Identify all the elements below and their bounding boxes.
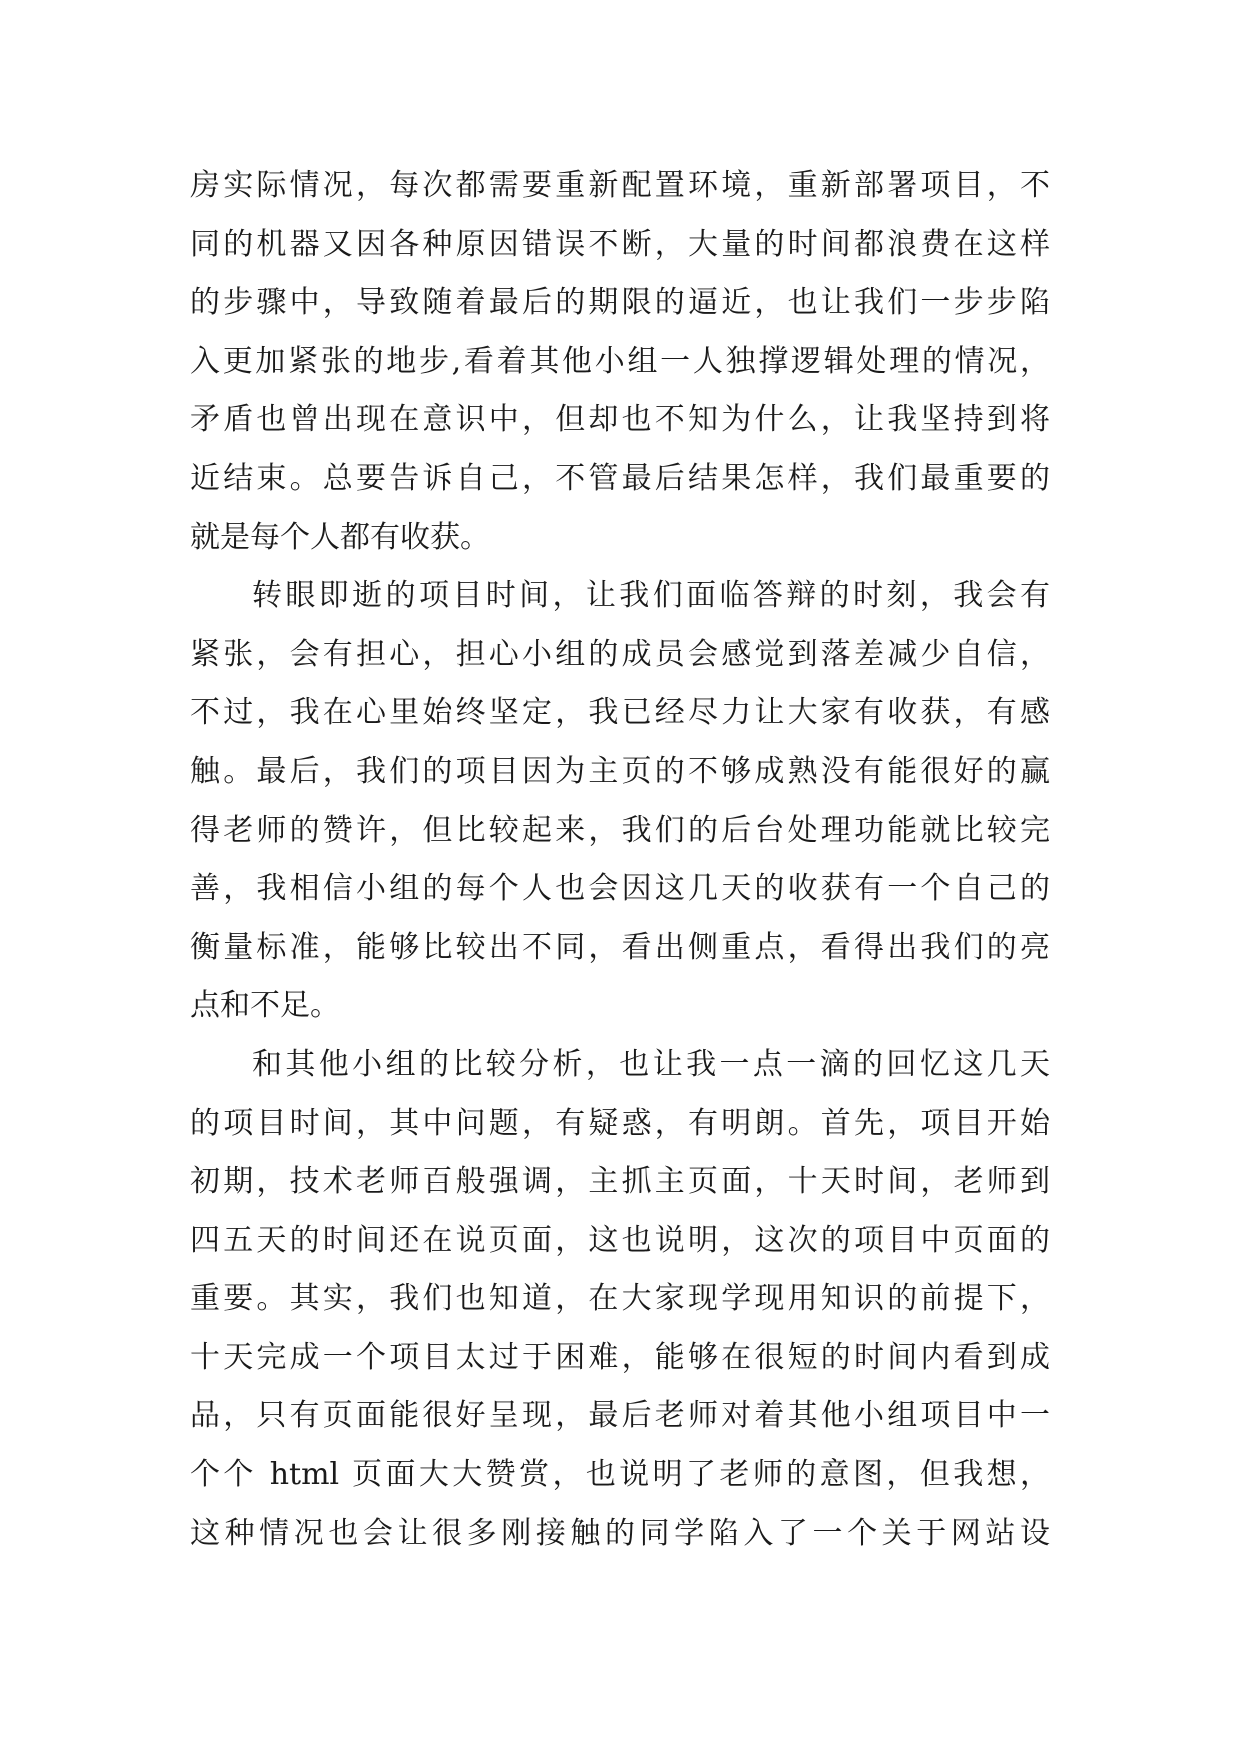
- text-line: 点和不足。: [190, 988, 340, 1024]
- text-line: 和其他小组的比较分析，也让我一点一滴的回忆这几天: [252, 1046, 1050, 1082]
- text-line: 的项目时间，其中问题，有疑惑，有明朗。首先，项目开始: [190, 1105, 1050, 1141]
- text-line: 善，我相信小组的每个人也会因这几天的收获有一个自己的: [190, 871, 1050, 907]
- text-line: 就是每个人都有收获。: [190, 519, 490, 555]
- text-line: 近结束。总要告诉自己，不管最后结果怎样，我们最重要的: [190, 460, 1050, 496]
- text-line: 矛盾也曾出现在意识中，但却也不知为什么，让我坚持到将: [190, 402, 1050, 438]
- text-line: 品，只有页面能很好呈现，最后老师对着其他小组项目中一: [190, 1398, 1050, 1434]
- text-line: 不过，我在心里始终坚定，我已经尽力让大家有收获，有感: [190, 695, 1050, 731]
- paragraph: [190, 157, 1050, 567]
- text-line: 触。最后，我们的项目因为主页的不够成熟没有能很好的赢: [190, 753, 1050, 789]
- text-line: 四五天的时间还在说页面，这也说明，这次的项目中页面的: [190, 1222, 1050, 1258]
- text-line: 个个 html 页面大大赞赏，也说明了老师的意图，但我想，: [190, 1457, 1050, 1493]
- text-line: 十天完成一个项目太过于困难，能够在很短的时间内看到成: [190, 1339, 1050, 1375]
- paragraph: [190, 567, 1050, 1036]
- text-line: 紧张，会有担心，担心小组的成员会感觉到落差减少自信，: [190, 636, 1050, 672]
- paragraph: [190, 1036, 1050, 1563]
- text-line: 重要。其实，我们也知道，在大家现学现用知识的前提下，: [190, 1281, 1050, 1317]
- text-line: 得老师的赞许，但比较起来，我们的后台处理功能就比较完: [190, 812, 1050, 848]
- text-line: 这种情况也会让很多刚接触的同学陷入了一个关于网站设: [190, 1515, 1050, 1551]
- text-line: 同的机器又因各种原因错误不断，大量的时间都浪费在这样: [190, 226, 1050, 262]
- text-line: 转眼即逝的项目时间，让我们面临答辩的时刻，我会有: [252, 578, 1050, 614]
- text-line: 入更加紧张的地步,看着其他小组一人独撑逻辑处理的情况，: [190, 343, 1050, 379]
- document-body: [190, 157, 1050, 1563]
- text-line: 的步骤中，导致随着最后的期限的逼近，也让我们一步步陷: [190, 285, 1050, 321]
- text-line: 初期，技术老师百般强调，主抓主页面，十天时间，老师到: [190, 1164, 1050, 1200]
- text-line: 房实际情况，每次都需要重新配置环境，重新部署项目，不: [190, 168, 1050, 203]
- text-line: 衡量标准，能够比较出不同，看出侧重点，看得出我们的亮: [190, 929, 1050, 965]
